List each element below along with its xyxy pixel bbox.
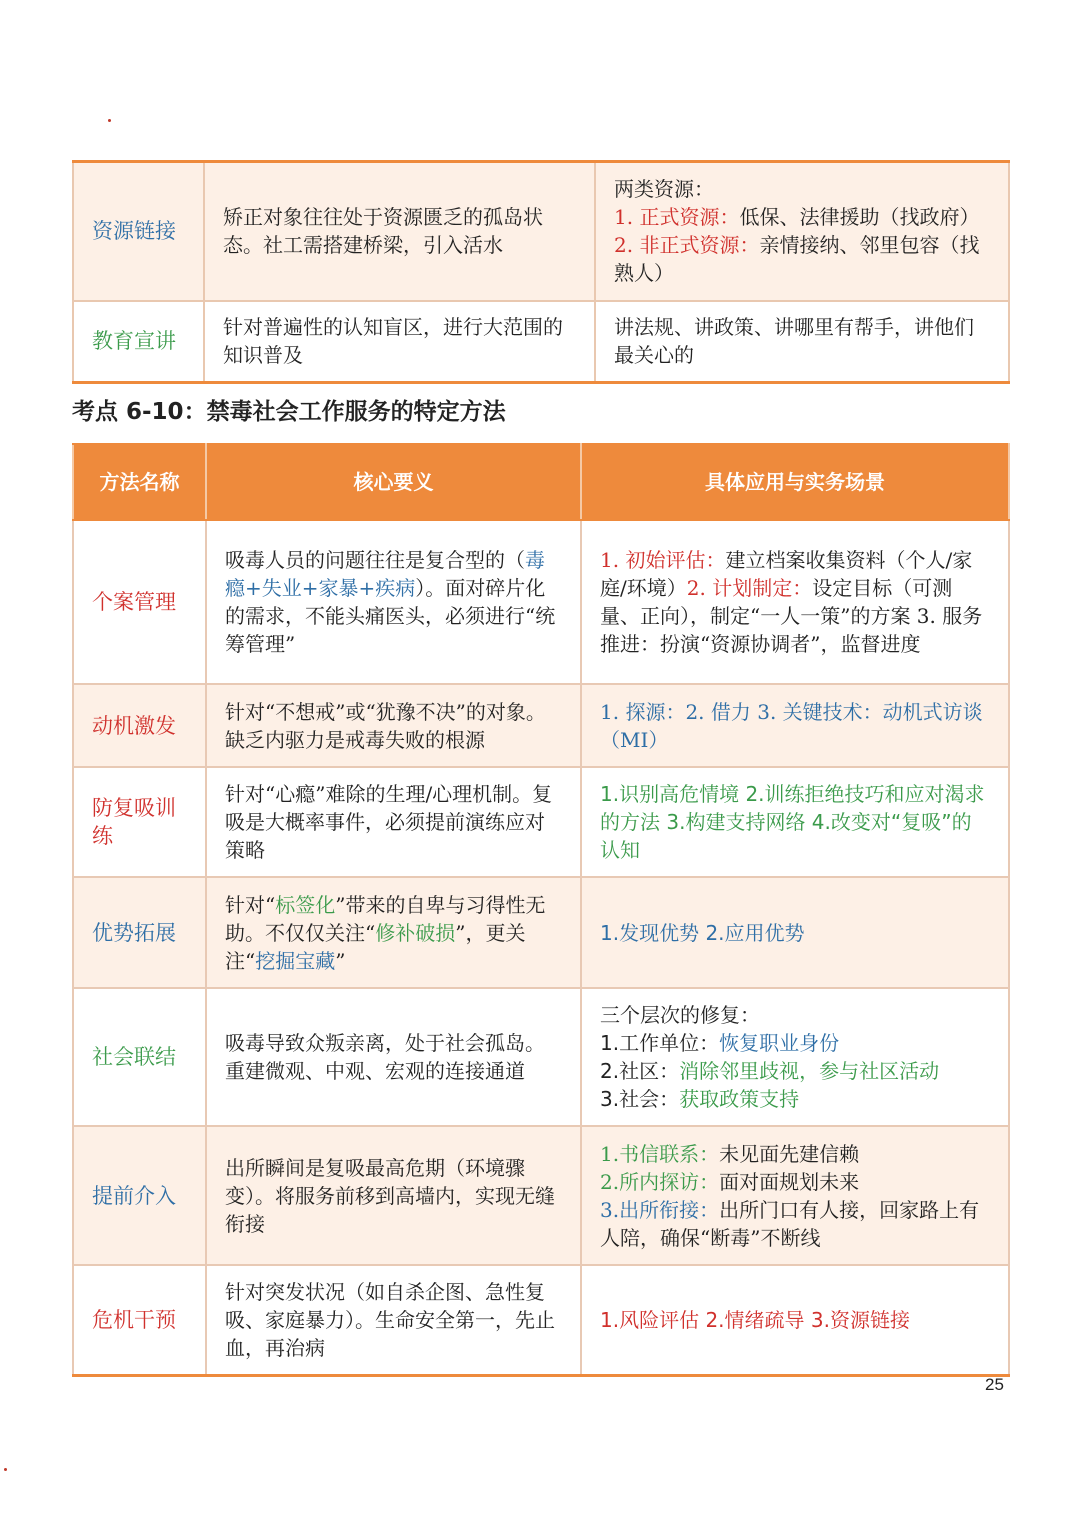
apply-line: [600, 1140, 990, 1168]
core-meaning: 出所瞬间是复吸最高危期（环境骤变）。将服务前移到高墙内，实现无缝衔接: [206, 1126, 581, 1265]
header-core-meaning: 核心要义: [206, 444, 581, 520]
apply-text: 建立档案收集资料（个人/家庭/环境）: [600, 548, 973, 600]
apply-text: 亲情接纳、邻里包容（找熟人）: [614, 233, 980, 286]
core-highlight: 修补破损: [375, 920, 456, 945]
core-highlight: 毒瘾+失业+家暴+疾病: [225, 548, 545, 600]
apply-label: 1. 正式资源：: [614, 205, 740, 230]
table-row: [73, 162, 1009, 301]
apply-line: [600, 1196, 990, 1252]
apply-label: 1.工作单位：: [600, 1031, 720, 1055]
resource-table: [72, 160, 1010, 384]
apply-text: 获取政策支持: [679, 1087, 800, 1111]
apply-text: 未见面先建信赖: [719, 1141, 860, 1166]
apply-line: [600, 1085, 990, 1113]
core-meaning: 矫正对象往往处于资源匮乏的孤岛状态。社工需搭建桥梁，引入活水: [204, 162, 595, 301]
table-row: [73, 520, 1009, 684]
method-name: 危机干预: [73, 1265, 206, 1375]
table-row: [73, 1265, 1009, 1375]
method-name: 动机激发: [73, 684, 206, 767]
page-number: 25: [985, 1375, 1004, 1394]
apply-label: 2. 计划制定：: [686, 576, 813, 600]
table-row: [73, 877, 1009, 988]
decorative-dot-top: [108, 119, 111, 122]
application-cell: 1. 探源：2. 借力 3. 关键技术：动机式访谈（MI）: [581, 684, 1009, 767]
core-text: ）。面对碎片化的需求，不能头痛医头，必须进行“统筹管理”: [225, 576, 556, 656]
core-text: ”带来的自卑与习得性无助。不仅仅关注“: [225, 892, 546, 945]
table-row: [73, 988, 1009, 1126]
method-name: 社会联结: [73, 988, 206, 1126]
method-name: 教育宣讲: [73, 301, 204, 383]
core-meaning: [206, 877, 581, 988]
core-text: ”，更关注“: [225, 920, 526, 973]
apply-text: 面对面规划未来: [719, 1169, 860, 1194]
method-name: 个案管理: [73, 520, 206, 684]
core-text: ”: [335, 948, 346, 973]
application-cell: [595, 162, 1009, 301]
application-cell: 1.风险评估 2.情绪疏导 3.资源链接: [581, 1265, 1009, 1375]
apply-label: 3.社会：: [600, 1087, 680, 1111]
table-row: [73, 301, 1009, 383]
decorative-dot-bottom: [4, 1468, 7, 1471]
apply-intro: 两类资源：: [614, 177, 714, 202]
core-text: 吸毒人员的问题往往是复合型的（: [225, 548, 525, 572]
apply-label: 1.书信联系：: [600, 1141, 720, 1166]
table-row: [73, 767, 1009, 877]
apply-label: 2.社区：: [600, 1059, 680, 1083]
header-application: 具体应用与实务场景: [581, 444, 1009, 520]
apply-line: [600, 1057, 990, 1085]
core-meaning: 针对“不想戒”或“犹豫不决”的对象。缺乏内驱力是戒毒失败的根源: [206, 684, 581, 767]
application-cell: 讲法规、讲政策、讲哪里有帮手，讲他们最关心的: [595, 301, 1009, 383]
apply-label: 3.出所衔接：: [600, 1197, 720, 1222]
method-name: 资源链接: [73, 162, 204, 301]
header-method-name: 方法名称: [73, 444, 206, 520]
apply-text: 恢复职业身份: [719, 1031, 840, 1055]
application-cell: 1.发现优势 2.应用优势: [581, 877, 1009, 988]
application-cell: [581, 520, 1009, 684]
methods-table: [72, 443, 1010, 1377]
apply-label: 2.所内探访：: [600, 1169, 720, 1194]
apply-text: 低保、法律援助（找政府）: [739, 205, 980, 230]
apply-line: [600, 1029, 990, 1057]
table-header-row: [73, 444, 1009, 520]
method-name: 优势拓展: [73, 877, 206, 988]
core-highlight: 标签化: [275, 892, 336, 917]
apply-intro: 三个层次的修复：: [600, 1003, 760, 1027]
core-meaning: 针对“心瘾”难除的生理/心理机制。复吸是大概率事件，必须提前演练应对策略: [206, 767, 581, 877]
application-cell: [581, 988, 1009, 1126]
core-meaning: 针对突发状况（如自杀企图、急性复吸、家庭暴力）。生命安全第一，先止血，再治病: [206, 1265, 581, 1375]
section-title: 考点 6-10：禁毒社会工作服务的特定方法: [72, 399, 506, 425]
apply-text: 设定目标（可测量、正向），制定“一人一策”的方案 3. 服务推进：扮演“资源协调者”，监督进度: [600, 576, 983, 656]
core-meaning: 针对普遍性的认知盲区，进行大范围的知识普及: [204, 301, 595, 383]
table-row: [73, 684, 1009, 767]
apply-text: 出所门口有人接，回家路上有人陪，确保“断毒”不断线: [600, 1197, 980, 1250]
method-name: 提前介入: [73, 1126, 206, 1265]
core-meaning: [206, 520, 581, 684]
apply-line: [614, 231, 990, 287]
core-text: 针对“: [225, 892, 276, 917]
table-row: [73, 1126, 1009, 1265]
method-name: 防复吸训练: [73, 767, 206, 877]
application-cell: [581, 1126, 1009, 1265]
apply-label: 2. 非正式资源：: [614, 233, 760, 258]
apply-text: 消除邻里歧视，参与社区活动: [679, 1059, 940, 1083]
apply-line: [600, 1168, 990, 1196]
apply-line: [614, 203, 990, 231]
apply-label: 1. 初始评估：: [600, 548, 726, 572]
application-cell: 1.识别高危情境 2.训练拒绝技巧和应对渴求的方法 3.构建支持网络 4.改变对“复吸”的认知: [581, 767, 1009, 877]
core-highlight: 挖掘宝藏: [255, 948, 336, 973]
core-meaning: 吸毒导致众叛亲离，处于社会孤岛。重建微观、中观、宏观的连接通道: [206, 988, 581, 1126]
